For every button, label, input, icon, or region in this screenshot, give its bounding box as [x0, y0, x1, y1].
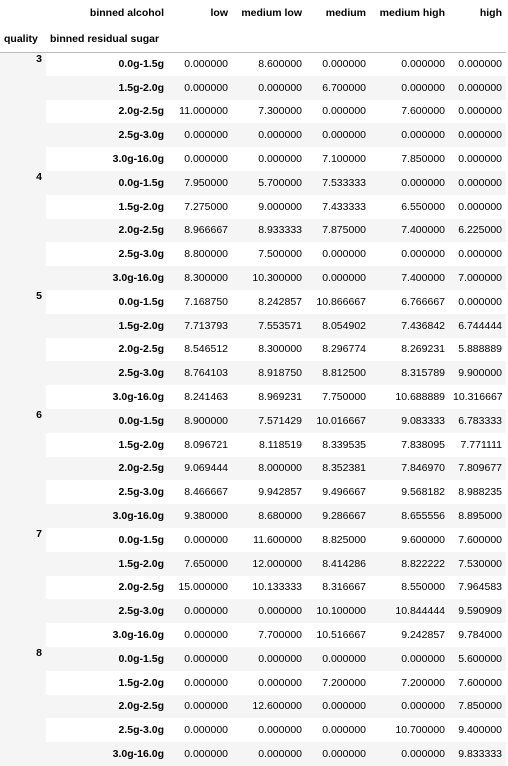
residual-sugar-bin-label: 2.5g-3.0g [118, 486, 164, 499]
value-cell: 8.118519 [258, 438, 302, 451]
residual-sugar-bin-label: 2.0g-2.5g [118, 343, 164, 356]
value-cell: 8.825000 [322, 533, 366, 546]
quality-label: 6 [0, 409, 46, 528]
value-cell: 7.750000 [322, 391, 366, 404]
column-header-medium-low: medium low [241, 7, 302, 19]
residual-sugar-bin-label: 2.5g-3.0g [118, 605, 164, 618]
value-cell: 7.275000 [184, 200, 228, 213]
quality-label: 4 [0, 171, 46, 290]
value-cell: 8.969231 [258, 391, 302, 404]
value-cell: 9.833333 [458, 748, 502, 760]
value-cell: 5.600000 [458, 652, 502, 665]
value-cell: 0.000000 [458, 129, 502, 142]
value-cell: 8.414286 [322, 557, 366, 570]
value-cell: 7.771111 [460, 438, 502, 451]
table-row [0, 671, 506, 695]
table-row [0, 338, 506, 362]
value-cell: 8.296774 [322, 343, 366, 356]
value-cell: 8.600000 [258, 58, 302, 71]
value-cell: 8.680000 [258, 510, 302, 523]
table-row [0, 385, 506, 409]
value-cell: 9.400000 [458, 724, 502, 737]
index-name-quality: quality [4, 32, 38, 45]
value-cell: 8.269231 [401, 343, 445, 356]
table-row [0, 314, 506, 338]
value-cell: 10.100000 [316, 605, 366, 618]
value-cell: 8.352381 [322, 462, 366, 475]
value-cell: 5.888889 [458, 343, 502, 356]
value-cell: 7.000000 [458, 272, 502, 285]
value-cell: 8.466667 [184, 486, 228, 499]
value-cell: 11.600000 [253, 533, 302, 546]
value-cell: 0.000000 [184, 700, 228, 713]
value-cell: 0.000000 [184, 81, 228, 94]
table-row [0, 599, 506, 623]
value-cell: 0.000000 [184, 676, 228, 689]
value-cell: 9.568182 [401, 486, 445, 499]
value-cell: 0.000000 [458, 153, 502, 166]
residual-sugar-bin-label: 0.0g-1.5g [118, 414, 164, 427]
residual-sugar-bin-label: 0.0g-1.5g [118, 176, 164, 189]
residual-sugar-bin-label: 2.5g-3.0g [118, 367, 164, 380]
value-cell: 8.764103 [184, 367, 228, 380]
value-cell: 9.942857 [258, 486, 302, 499]
value-cell: 7.875000 [322, 224, 366, 237]
header-row-columns [0, 0, 506, 26]
value-cell: 0.000000 [258, 153, 302, 166]
residual-sugar-bin-label: 3.0g-16.0g [112, 629, 164, 642]
value-cell: 6.225000 [458, 224, 502, 237]
value-cell: 8.300000 [258, 343, 302, 356]
table-row [0, 219, 506, 243]
value-cell: 7.200000 [401, 676, 445, 689]
residual-sugar-bin-label: 2.5g-3.0g [118, 724, 164, 737]
value-cell: 7.436842 [401, 319, 445, 332]
value-cell: 0.000000 [184, 605, 228, 618]
value-cell: 7.300000 [258, 105, 302, 118]
value-cell: 0.000000 [184, 129, 228, 142]
value-cell: 11.000000 [179, 105, 228, 118]
value-cell: 7.650000 [184, 557, 228, 570]
residual-sugar-bin-label: 3.0g-16.0g [112, 153, 164, 166]
value-cell: 0.000000 [184, 153, 228, 166]
residual-sugar-bin-label: 2.0g-2.5g [118, 700, 164, 713]
value-cell: 0.000000 [258, 652, 302, 665]
value-cell: 0.000000 [458, 81, 502, 94]
value-cell: 6.550000 [401, 200, 445, 213]
value-cell: 7.850000 [401, 153, 445, 166]
value-cell: 7.400000 [401, 224, 445, 237]
table-row [0, 195, 506, 219]
value-cell: 8.655556 [401, 510, 445, 523]
residual-sugar-bin-label: 0.0g-1.5g [118, 652, 164, 665]
table-row [0, 480, 506, 504]
residual-sugar-bin-label: 0.0g-1.5g [118, 295, 164, 308]
value-cell: 7.809677 [458, 462, 502, 475]
residual-sugar-bin-label: 3.0g-16.0g [112, 510, 164, 523]
table-row [0, 76, 506, 100]
value-cell: 0.000000 [258, 748, 302, 760]
value-cell: 0.000000 [258, 724, 302, 737]
value-cell: 9.242857 [401, 629, 445, 642]
header-empty-cell [306, 26, 370, 52]
table-row [0, 171, 506, 195]
value-cell: 8.546512 [184, 343, 228, 356]
value-cell: 7.530000 [458, 557, 502, 570]
value-cell: 0.000000 [401, 81, 445, 94]
value-cell: 6.766667 [401, 295, 445, 308]
value-cell: 10.866667 [316, 295, 366, 308]
residual-sugar-bin-label: 1.5g-2.0g [118, 676, 164, 689]
value-cell: 0.000000 [401, 248, 445, 261]
value-cell: 7.846970 [401, 462, 445, 475]
value-cell: 8.900000 [184, 414, 228, 427]
quality-label: 5 [0, 290, 46, 409]
value-cell: 0.000000 [322, 748, 366, 760]
value-cell: 0.000000 [401, 58, 445, 71]
residual-sugar-bin-label: 1.5g-2.0g [118, 200, 164, 213]
value-cell: 0.000000 [401, 748, 445, 760]
value-cell: 0.000000 [458, 200, 502, 213]
table-header [0, 0, 506, 52]
table-row [0, 433, 506, 457]
value-cell: 0.000000 [458, 295, 502, 308]
value-cell: 8.096721 [184, 438, 228, 451]
column-index-name: binned alcohol [89, 7, 164, 19]
quality-label: 8 [0, 647, 46, 766]
value-cell: 6.744444 [458, 319, 502, 332]
table-row [0, 266, 506, 290]
value-cell: 9.784000 [458, 629, 502, 642]
table-row [0, 242, 506, 266]
table-row [0, 528, 506, 552]
value-cell: 0.000000 [258, 605, 302, 618]
value-cell: 8.822222 [401, 557, 445, 570]
value-cell: 7.553571 [258, 319, 302, 332]
value-cell: 0.000000 [184, 748, 228, 760]
value-cell: 5.700000 [258, 176, 302, 189]
value-cell: 7.400000 [401, 272, 445, 285]
table-row [0, 361, 506, 385]
value-cell: 12.600000 [252, 700, 302, 713]
value-cell: 0.000000 [184, 629, 228, 642]
value-cell: 8.800000 [184, 248, 228, 261]
value-cell: 8.339535 [322, 438, 366, 451]
value-cell: 9.590909 [458, 605, 502, 618]
header-row-index-names [0, 26, 506, 52]
value-cell: 8.966667 [184, 224, 228, 237]
value-cell: 0.000000 [184, 58, 228, 71]
value-cell: 8.300000 [184, 272, 228, 285]
value-cell: 0.000000 [322, 248, 366, 261]
value-cell: 9.600000 [401, 533, 445, 546]
value-cell: 7.713793 [184, 319, 228, 332]
value-cell: 0.000000 [258, 81, 302, 94]
value-cell: 10.516667 [316, 629, 366, 642]
value-cell: 9.380000 [184, 510, 228, 523]
value-cell: 10.688889 [395, 391, 445, 404]
value-cell: 7.533333 [322, 176, 366, 189]
value-cell: 7.850000 [458, 700, 502, 713]
quality-label: 3 [0, 52, 46, 171]
residual-sugar-bin-label: 0.0g-1.5g [118, 533, 164, 546]
header-empty-cell [449, 26, 506, 52]
value-cell: 0.000000 [401, 652, 445, 665]
value-cell: 10.016667 [316, 414, 366, 427]
value-cell: 8.241463 [184, 391, 228, 404]
column-header-medium-high: medium high [379, 7, 445, 19]
value-cell: 9.083333 [401, 414, 445, 427]
value-cell: 0.000000 [322, 129, 366, 142]
table-row [0, 409, 506, 433]
residual-sugar-bin-label: 0.0g-1.5g [118, 58, 164, 71]
value-cell: 7.500000 [258, 248, 302, 261]
value-cell: 7.200000 [322, 676, 366, 689]
value-cell: 7.168750 [184, 295, 228, 308]
table-row [0, 695, 506, 719]
residual-sugar-bin-label: 2.0g-2.5g [118, 105, 164, 118]
table-row [0, 457, 506, 481]
table-body [0, 52, 506, 766]
residual-sugar-bin-label: 2.5g-3.0g [118, 129, 164, 142]
value-cell: 10.844444 [395, 605, 445, 618]
value-cell: 0.000000 [401, 129, 445, 142]
value-cell: 0.000000 [401, 700, 445, 713]
value-cell: 0.000000 [401, 176, 445, 189]
value-cell: 0.000000 [322, 105, 366, 118]
value-cell: 7.571429 [258, 414, 302, 427]
value-cell: 8.054902 [322, 319, 366, 332]
value-cell: 10.316667 [453, 391, 503, 404]
value-cell: 6.700000 [322, 81, 366, 94]
table-row [0, 504, 506, 528]
value-cell: 8.988235 [458, 486, 502, 499]
value-cell: 0.000000 [322, 724, 366, 737]
value-cell: 7.433333 [322, 200, 366, 213]
column-header-low: low [210, 7, 228, 19]
value-cell: 7.964583 [458, 581, 502, 594]
table-row [0, 623, 506, 647]
value-cell: 0.000000 [458, 248, 502, 261]
value-cell: 9.900000 [458, 367, 502, 380]
table-row [0, 718, 506, 742]
value-cell: 0.000000 [184, 724, 228, 737]
header-empty-cell [232, 26, 306, 52]
table-row [0, 290, 506, 314]
value-cell: 8.316667 [322, 581, 366, 594]
value-cell: 9.286667 [322, 510, 366, 523]
quality-label: 7 [0, 528, 46, 647]
value-cell: 0.000000 [458, 58, 502, 71]
value-cell: 7.600000 [401, 105, 445, 118]
value-cell: 6.783333 [458, 414, 502, 427]
value-cell: 0.000000 [322, 58, 366, 71]
value-cell: 8.895000 [458, 510, 502, 523]
value-cell: 0.000000 [458, 176, 502, 189]
table-row [0, 52, 506, 76]
table-row [0, 647, 506, 671]
value-cell: 0.000000 [322, 652, 366, 665]
value-cell: 8.550000 [401, 581, 445, 594]
value-cell: 7.100000 [322, 153, 366, 166]
table-row [0, 123, 506, 147]
value-cell: 0.000000 [322, 272, 366, 285]
value-cell: 9.000000 [258, 200, 302, 213]
value-cell: 8.000000 [258, 462, 302, 475]
value-cell: 0.000000 [322, 700, 366, 713]
value-cell: 8.812500 [322, 367, 366, 380]
header-blank-cell [0, 0, 46, 26]
header-empty-cell [168, 26, 232, 52]
residual-sugar-bin-label: 2.5g-3.0g [118, 248, 164, 261]
value-cell: 10.700000 [395, 724, 445, 737]
value-cell: 8.242857 [258, 295, 302, 308]
value-cell: 0.000000 [184, 533, 228, 546]
value-cell: 7.600000 [458, 676, 502, 689]
value-cell: 9.496667 [322, 486, 366, 499]
residual-sugar-bin-label: 2.0g-2.5g [118, 462, 164, 475]
table-row [0, 552, 506, 576]
table-row [0, 742, 506, 766]
column-header-medium: medium [325, 7, 366, 19]
residual-sugar-bin-label: 3.0g-16.0g [112, 391, 164, 404]
value-cell: 8.933333 [258, 224, 302, 237]
residual-sugar-bin-label: 3.0g-16.0g [112, 272, 164, 285]
residual-sugar-bin-label: 2.0g-2.5g [118, 581, 164, 594]
residual-sugar-bin-label: 1.5g-2.0g [118, 81, 164, 94]
value-cell: 0.000000 [184, 652, 228, 665]
value-cell: 7.950000 [184, 176, 228, 189]
header-empty-cell [370, 26, 449, 52]
table-row [0, 576, 506, 600]
value-cell: 0.000000 [458, 105, 502, 118]
column-header-high: high [479, 7, 502, 19]
residual-sugar-bin-label: 2.0g-2.5g [118, 224, 164, 237]
value-cell: 9.069444 [184, 462, 228, 475]
value-cell: 0.000000 [258, 129, 302, 142]
value-cell: 12.000000 [252, 557, 302, 570]
residual-sugar-bin-label: 1.5g-2.0g [118, 438, 164, 451]
residual-sugar-bin-label: 1.5g-2.0g [118, 319, 164, 332]
value-cell: 7.700000 [258, 629, 302, 642]
value-cell: 7.838095 [401, 438, 445, 451]
value-cell: 8.918750 [258, 367, 302, 380]
residual-sugar-bin-label: 1.5g-2.0g [118, 557, 164, 570]
value-cell: 10.300000 [252, 272, 302, 285]
value-cell: 10.133333 [252, 581, 302, 594]
table-row [0, 147, 506, 171]
residual-sugar-bin-label: 3.0g-16.0g [112, 748, 164, 760]
value-cell: 7.600000 [458, 533, 502, 546]
index-name-binned-residual-sugar: binned residual sugar [50, 32, 160, 45]
table-row [0, 100, 506, 124]
value-cell: 15.000000 [178, 581, 228, 594]
value-cell: 8.315789 [401, 367, 445, 380]
value-cell: 0.000000 [258, 676, 302, 689]
